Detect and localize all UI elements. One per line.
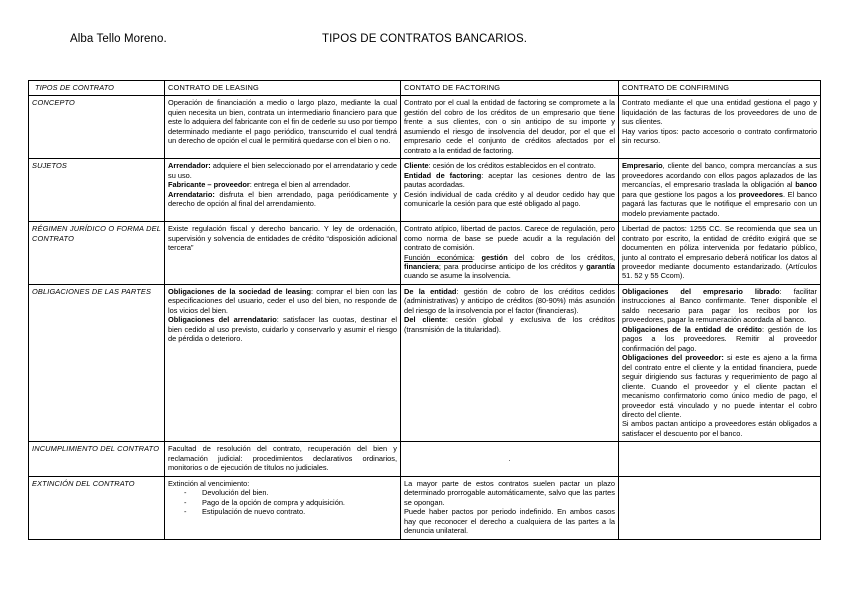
paragraph — [404, 507, 615, 535]
text-run: : facilitar instrucciones al Banco confirmante. Tener disponible el saldo necesario para pagar los recibos por los proveedores, pagar la remuneración acordada al banco. — [622, 286, 817, 325]
paragraph — [168, 224, 397, 252]
text-run: ; para producirse anticipo de los créditos y — [438, 261, 587, 271]
paragraph — [404, 224, 615, 252]
text-run: : comprar el bien con las especificaciones del usuario, ceder el uso del bien, no responde de los vicios del bien. — [168, 286, 398, 315]
paragraph — [168, 98, 397, 145]
text-run: Obligaciones del arrendatario — [168, 315, 277, 325]
cell-factoring — [401, 442, 619, 476]
text-run: Existe regulación fiscal y derecho bancario. Y ley de ordenación, supervisión y solvencia de entidades de crédito “disposición adicional tercera” — [168, 224, 397, 253]
text-run: garantía — [586, 261, 615, 271]
column-header-tipos: TIPOS DE CONTRATO — [29, 81, 165, 96]
cell-leasing — [165, 222, 401, 285]
text-run: : gestión de cobro de los créditos cedidos (administrativas) y anticipo de créditos (80-90%) más asunción del riesgo de la insolvencia por el factor (financieras). — [404, 286, 615, 315]
paragraph — [622, 419, 817, 438]
cell-confirming — [619, 159, 821, 222]
table-body — [29, 96, 821, 539]
bullet-list — [168, 488, 397, 516]
paragraph — [404, 190, 615, 209]
text-run: Extinción al vencimiento: — [168, 478, 250, 488]
text-run: : aceptar las cesiones dentro de las pautas acordadas. — [404, 170, 615, 190]
paragraph — [404, 161, 615, 170]
text-run: , cliente del banco, compra mercancías a sus proveedores acordando con ellos pagos aplazados de las mercancías, el empresario traslada la obligación al — [622, 161, 817, 190]
text-run: Función económica — [404, 252, 473, 262]
paragraph — [622, 353, 817, 419]
cell-confirming — [619, 476, 821, 539]
paragraph — [404, 454, 615, 463]
paragraph — [622, 224, 817, 281]
paragraph — [622, 287, 817, 325]
cell-factoring — [401, 96, 619, 159]
text-run: Obligaciones del empresario librado — [622, 286, 780, 296]
text-run: Contrato por el cual la entidad de factoring se compromete a la gestión del cobro de los créditos de un empresario que tiene frente a sus clientes, con o sin anticipo de su importe y asumiendo el riesgo de insolvencia del deudor, por el que el empresario cede el conjunto de créditos afectados por el contrato a la entidad de factoring. — [404, 98, 615, 155]
table-row — [29, 442, 821, 476]
cell-factoring — [401, 284, 619, 442]
paragraph — [168, 190, 397, 209]
text-run: banco — [795, 180, 817, 190]
text-run: cuando se asume la insolvencia. — [404, 271, 511, 281]
text-run: : cesión global y exclusiva de los créditos (transmisión de la titularidad). — [404, 315, 615, 334]
text-run: De la entidad — [404, 286, 457, 296]
author-name: Alba Tello Moreno. — [70, 33, 167, 45]
text-run: . El banco pagará las facturas que le notifique el empresario con un modelo previamente pactado. — [622, 189, 817, 218]
paragraph — [168, 315, 397, 343]
paragraph — [168, 444, 397, 472]
text-run: Obligaciones de la entidad de crédito — [622, 324, 762, 334]
row-label: INCUMPLIMIENTO DEL CONTRATO — [29, 442, 165, 476]
contracts-comparison-table — [28, 80, 821, 540]
paragraph — [622, 325, 817, 353]
list-item: - Pago de la opción de compra y adquisición. — [202, 498, 397, 507]
text-run: Arrendador: — [168, 161, 211, 171]
text-run: Entidad de factoring — [404, 170, 482, 180]
table-row — [29, 284, 821, 442]
paragraph — [404, 253, 615, 281]
text-run: Puede haber pactos por periodo indefinido. En ambos casos hay que reconocer el derecho a cualquiera de las partes a la denuncia unilateral. — [404, 507, 615, 536]
list-item: - Devolución del bien. — [202, 488, 397, 497]
text-run: proveedores — [738, 189, 783, 199]
table-header-row — [29, 81, 821, 96]
text-run: : cesión de los créditos establecidos en el contrato. — [428, 161, 596, 171]
table-row — [29, 476, 821, 539]
text-run: Del cliente — [404, 315, 446, 325]
text-run: La mayor parte de estos contratos suelen pactar un plazo determinado prorrogable automáticamente, salvo que las partes se opongan. — [404, 478, 615, 507]
cell-leasing — [165, 284, 401, 442]
text-run: Fabricante – proveedor — [168, 180, 250, 190]
cell-confirming — [619, 284, 821, 442]
list-item: - Estipulación de nuevo contrato. — [202, 507, 397, 516]
paragraph — [168, 161, 397, 180]
table-row — [29, 96, 821, 159]
paragraph — [404, 98, 615, 155]
paragraph — [404, 315, 615, 334]
document-header — [0, 33, 848, 53]
table-header — [29, 81, 821, 96]
text-run: . — [508, 453, 511, 463]
paragraph — [622, 127, 817, 146]
text-run: : satisfacer las cuotas, destinar el bien cedido al uso previsto, cuidarlo y conservarlo y asumir el riesgo de pérdida o deterioro. — [168, 315, 397, 344]
text-run: disfruta el bien arrendado, paga periódicamente y derecho de opción al final del arrendamiento. — [168, 189, 397, 209]
text-run: Hay varios tipos: pacto accesorio o contrato confirmatorio sin recurso. — [622, 126, 817, 146]
document-title: TIPOS DE CONTRATOS BANCARIOS. — [322, 33, 528, 45]
text-run: Cesión individual de cada crédito y al deudor cedido hay que comunicarle la cesión para que esté obligado al pago. — [404, 189, 615, 209]
text-run: Si ambos pactan anticipo a proveedores están obligados a satisfacer el descuento por el banco. — [622, 419, 817, 438]
row-label: OBLIGACIONES DE LAS PARTES — [29, 284, 165, 442]
cell-factoring — [401, 159, 619, 222]
text-run: Facultad de resolución del contrato, recuperación del bien y reclamación judicial: procedimientos declarativos ordinarios, monitorios o de ejecución de títulos no judiciales. — [168, 444, 397, 473]
text-run: : entrega el bien al arrendador. — [249, 180, 351, 190]
paragraph — [404, 171, 615, 190]
column-header-leasing: CONTRATO DE LEASING — [165, 81, 401, 96]
table-row — [29, 159, 821, 222]
cell-leasing — [165, 96, 401, 159]
paragraph — [168, 287, 397, 315]
table-row — [29, 222, 821, 285]
paragraph — [168, 479, 397, 488]
column-header-confirming: CONTRATO DE CONFIRMING — [619, 81, 821, 96]
column-header-factoring: CONTATO DE FACTORING — [401, 81, 619, 96]
paragraph — [404, 287, 615, 315]
text-run: Operación de financiación a medio o largo plazo, mediante la cual quien necesita un bien, contrata un intermediario financiero para que este lo adquiera del fabricante con el fin de cederle su uso por tiempo determinado mediante el pago periódico, transcurrido el cual tendrá un derecho de opción el cual le permitirá quedarse con el bien o no. — [168, 98, 397, 146]
cell-confirming — [619, 96, 821, 159]
text-run: Obligaciones del proveedor: — [622, 353, 724, 363]
cell-factoring — [401, 476, 619, 539]
cell-confirming — [619, 442, 821, 476]
cell-leasing — [165, 159, 401, 222]
cell-leasing — [165, 476, 401, 539]
row-label: RÉGIMEN JURÍDICO O FORMA DEL CONTRATO — [29, 222, 165, 285]
paragraph — [622, 161, 817, 218]
text-run: si este es ajeno a la firma del contrato entre el cliente y la entidad financiera, puede seguir dirigiendo sus facturas y requerimiento de pago al cliente. Cuando el proveedor y el cliente pactan el mecanismo confirmatorio como único medio de pago, el proveedor está vinculado y no puede intentar el cobro directo del cliente. — [622, 353, 817, 419]
row-label: SUJETOS — [29, 159, 165, 222]
text-run: : — [472, 252, 482, 262]
text-run: Contrato atípico, libertad de pactos. Carece de regulación, pero como norma de base se puede acudir a la regulación del contrato de comisión. — [404, 224, 615, 253]
cell-leasing — [165, 442, 401, 476]
text-run: para que gestione los pagos a los — [622, 189, 739, 199]
row-label: EXTINCIÓN DEL CONTRATO — [29, 476, 165, 539]
text-run: Arrendatario: — [168, 189, 215, 199]
paragraph — [168, 180, 397, 189]
row-label: CONCEPTO — [29, 96, 165, 159]
text-run: : gestión de los pagos a los proveedores. Remitir al proveedor confirmación del pago. — [622, 324, 818, 353]
text-run: Obligaciones de la sociedad de leasing — [168, 286, 312, 296]
paragraph — [622, 98, 817, 126]
text-run: financiera — [404, 261, 439, 271]
text-run: Contrato mediante el que una entidad gestiona el pago y liquidación de las facturas de los proveedores de uno de sus clientes. — [622, 98, 817, 127]
text-run: Empresario — [622, 161, 663, 171]
cell-factoring — [401, 222, 619, 285]
text-run: del cobro de los créditos, — [507, 252, 616, 262]
text-run: gestión — [481, 252, 508, 262]
text-run: Libertad de pactos: 1255 CC. Se recomienda que sea un contrato por escrito, la entidad de crédito exigirá que se documenten en póliza intervenida por fedatario público, junto al contrato el empresario deberá notificar los datos al proveedor mediante documento estandarizado. (Artículos 51. 52 y 55 Ccom). — [622, 224, 817, 281]
text-run: Cliente — [404, 161, 429, 171]
paragraph — [404, 479, 615, 507]
cell-confirming — [619, 222, 821, 285]
text-run: adquiere el bien seleccionado por el arrendatario y cede su uso. — [168, 161, 397, 180]
